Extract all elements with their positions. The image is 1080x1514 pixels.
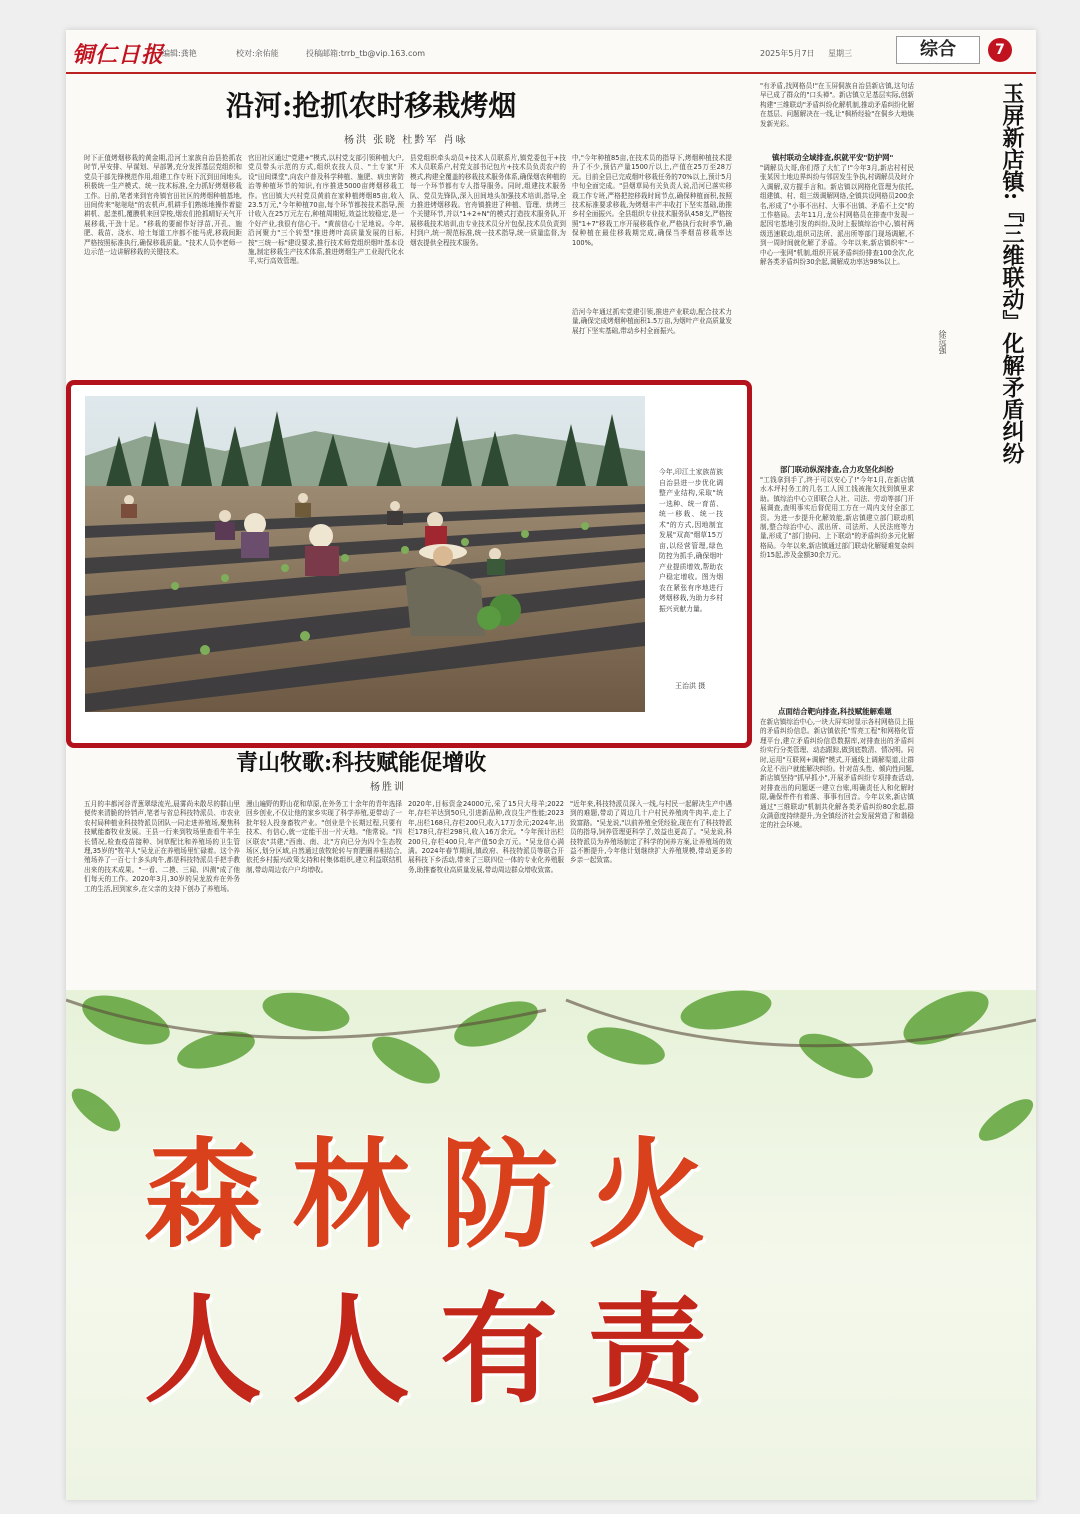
newspaper-page [66,30,1036,1500]
article1-column-3: 县党组织牵头动员+技术人员联系片,镇党委包干+技术人员联系户,村党支部书记包片+技术员负责农户的模式,构建全覆盖的移栽技术服务体系,确保烟农种植的每一个环节都有专人指导服务。同时,组建技术服务队、党员先锋队,深入田间地头加强技术培训,指导,全力推进烤烟移栽。官舟镇推进了种植、管理、烘烤三个关键环节,并以"1+2+N"的模式打造技术服务队,开展移栽技术培训,由专业技术员分片包保,技术员负责到村到户,统一规范标准,统一技术指导,统一质量监督,为烟农提供全程技术服务。 [410,154,566,247]
article1-headline: 沿河:抢抓农时移栽烤烟 [226,89,517,122]
article3-headline-vertical: 玉屏新店镇:『三维联动』化解矛盾纠纷 [999,82,1025,465]
article1-column-2: 官田社区通过"党建+"模式,以村党支部引领种植大户,党员带头示范的方式,组织农技人员、"土专家"开设"田间课堂",向农户普及科学种植、施肥、病虫害防治等种植环节的知识,有序推进5000亩烤烟移栽工作。官田镇大兴村党员黄前在家种植烤烟85亩,收入23.5万元,"今年种植70亩,每个环节都按技术指导,预计收入在25万元左右,种植周期短,效益比较稳定,是一个好产业,我很有信心干。"黄前信心十足地说。今年,沿河聚力"三个转型"推进烤叶高质量发展的目标,按"三统一标"建设要求,推行技术师党组织烟叶基本设施,制定移栽生产技术体系,推进烤烟生产工业现代化水平,实行高效管理。 [248,154,404,266]
article2-column-3: 2020年,目标资金24000元,采了15只大母羊;2022年,存栏羊达到50只,引进新品种,改良生产性能;2023年,出栏168只,存栏200只,收入17万余元;2024年,出栏178只,存栏298只,收入16万余元。"今年预计出栏200只,存栏400只,年产值50余万元。"吴龙信心满满。2024年春节期间,镇政府、科技特派员等联合开展科技下乡活动,带来了三联四位一体的专业化养殖服务,助推畜牧业高质量发展,带动周边群众增收致富。 [408,800,564,874]
article2-headline: 青山牧歌:科技赋能促增收 [236,750,487,776]
masthead [66,30,1036,74]
photo-credit: 王治洪 摄 [675,682,706,690]
article3-section-3: 在新店镇综治中心,一块大屏实时显示各村网格员上报的矛盾纠纷信息。新店镇依托"雪亮工程"和网格化管理平台,建立矛盾纠纷信息数据库,对排查出的矛盾纠纷实行分类管理、动态跟踪,做到底数清、情况明。同时,运用"互联网+调解"模式,开通线上调解渠道,让群众足不出户就能解决纠纷。针对苗头性、倾向性问题,新店镇坚持"抓早抓小",开展矛盾纠纷专项排查活动,对排查出的问题逐一建立台账,明确责任人和化解时限,确保件件有着落、事事有回音。今年以来,新店镇通过"三维联动"机制共化解各类矛盾纠纷80余起,群众满意度持续提升,为全镇经济社会发展营造了和谐稳定的社会环境。 [760,718,914,830]
article3-subhead-3: 点面结合靶向排查,科技赋能解难题 [778,707,892,716]
article1-column-1: 时下正值烤烟移栽的黄金期,沿河土家族自治县抢抓农时节,早安排、早谋划、早部署,充分发挥基层党组织和党员干部先锋模范作用,组建工作专班下沉到田间地头,积极统一生产模式、统一技术标准,全力抓好烤烟移栽工作。日前,笔者来到官舟镇官田社区的烤烟种植基地,田间传来"哒哒哒"的农机声,机耕手们熟练地操作着旋耕机、起垄机,覆膜机来回穿梭,烟农们抢抓晴好天气开展移栽,干劲十足。"移栽的要耐作好浮苗,开孔、施肥、栽苗、浇水、培土每道工序都不能马虎,移栽间距严格按照标准执行,确保移栽质量。"技术人员李老师一边示范一边讲解移栽的关键技术。 [84,154,242,257]
article3-subhead-1: 镇村联动全域排查,织就平安"防护网" [772,153,894,162]
section-label: 综合 [896,36,980,64]
page-number-badge: 7 [988,38,1012,62]
editor-credit: 编辑:龚艳 [162,49,197,58]
newspaper-logo: 铜仁日报 [72,42,165,68]
article2-column-2: 漫山遍野的野山花和草原,在外务工十余年的青年选择回乡创业,不仅让他的家乡实现了科学养殖,更带动了一批年轻人投身畜牧产业。"创业是个长期过程,只要有技术、有信心,就一定能干出一片天地。"他常说。"四区联农"共建,"西南、南、北"方向已分为四个生态牧场区,划分区域,自然通过放牧轮转与育肥圈养相结合,依托乡村振兴政策支持和村集体组织,建立利益联结机制,带动周边农户户均增收。 [246,800,402,874]
farm-transplant-photo [85,396,645,712]
photo-caption: 今年,印江土家族苗族自治县进一步优化调整产业结构,采取"统一选种、统一育苗、统一移栽、统一技术"的方式,因地制宜发展"双高"烟草15万亩,以经营管理,绿色防控为抓手,确保烟叶产业提质增效,帮助农户稳定增收。图为烟农在紧张有序地进行烤烟移栽,为助力乡村振兴贡献力量。 [659,468,723,613]
article3-author: 徐远强 [938,330,947,354]
psa-slogan-line-2: 人人有责 [144,1280,737,1419]
article1-column-4b: 沿河今年通过抓实党建引领,推进产业联动,配合技术力量,确保完成烤烟种植面积1.5万亩,为烟叶产业高质量发展打下坚实基础,带动乡村全面振兴。 [572,308,732,335]
article1-column-4: 中,"今年种植85亩,在技术员的指导下,烤烟种植技术提升了不少,预估产量1500斤以上,产值在25万至28万元。目前全县已完成烟叶移栽任务的70%以上,预计5月中旬全面完成。"县烟草局有关负责人说,沿河已落实移栽工作专班,严格把控移栽时间节点,确保种植面积,按照技术标准要求移栽,为烤烟丰产丰收打下坚实基础,助推乡村全面振兴。全县组织专业技术服务队458支,严格按照"1+7"移栽工序开展移栽作业,严格执行农时季节,确保种植在最佳移栽期完成,确保当季烟苗移栽率达100%。 [572,154,732,247]
article1-byline: 杨洪 张晓 杜黔军 肖咏 [344,135,468,146]
photo-feature-box [66,380,752,748]
proof-credit: 校对:余佑能 [236,49,279,58]
issue-weekday: 星期三 [828,49,852,58]
article2-column-1: 五月的丰都河谷青葱翠绿流光,晨雾尚未散尽的群山里便传来清脆的铃铛声,笔者与省总科技特派员、市农业农村局种植业科技特派员团队一同走进养殖场,聚焦科技赋能畜牧业发展。王县一行来到牧场里查看牛羊生长情况,检查疫苗接种、饲草配比和养殖场的卫生管理,35岁的"牧羊人"吴龙正在养殖场里忙碌着。这个养殖场养了一百七十多头肉牛,都是科技特派员手把手教出来的技术成果。"一看、二摸、三闻、四测"成了他们每天的工作。2020年3月,30岁的吴龙放弃在外务工的生活,回到家乡,在父亲的支持下创办了养殖场。 [84,800,240,893]
article3-section-2: "工钱拿到手了,终于可以安心了!"今年1月,在新店镇水木坪村务工的几名工人因工钱被拖欠找到镇里求助。镇综治中心立即联合人社、司法、劳动等部门开展调查,查明事实后督促用工方在一周内支付全部工资。为进一步提升化解效能,新店镇建立部门联动机制,整合综治中心、派出所、司法所、人民法庭等力量,形成了"部门协同、上下联动"的矛盾纠纷多元化解格局。今年以来,新店镇通过部门联动化解疑难复杂纠纷15起,涉及金额30余万元。 [760,476,914,560]
article3-subhead-2: 部门联动纵深排查,合力攻坚化纠纷 [780,465,894,474]
email-credit: 投稿邮箱:trrb_tb@vip.163.com [306,49,426,58]
farm-field-illustration [85,396,645,712]
psa-slogan-line-1: 森林防火 [144,1125,737,1264]
article3-intro: "有矛盾,找网格员!"在玉屏侗族自治县新店镇,这句话早已成了群众的"口头禅"。新店镇立足基层实际,创新构建"三维联动"矛盾纠纷化解机制,推动矛盾纠纷化解在基层、问题解决在一线,让"枫桥经验"在侗乡大地焕发新光彩。 [760,82,914,128]
issue-date: 2025年5月7日 [760,49,815,58]
forest-fire-prevention-banner [66,990,1036,1500]
article3-section-1: "调解员大哥,你们帮了大忙了!"今年3月,新店村村民张某因土地边界纠纷与邻居发生争执,村调解员及时介入调解,双方握手言和。新店镇以网格化管理为依托,组建镇、村、组三级调解网络,全镇共设网格员200余名,形成了"小事不出村、大事不出镇、矛盾不上交"的工作格局。去年11月,龙公村网格员在排查中发现一起因宅基地引发的纠纷,及时上报镇综治中心,镇村两级迅速联动,组织司法所、派出所等部门现场调解,不到一周时间就化解了矛盾。今年以来,新店镇织牢"一中心一张网"机制,组织开展矛盾纠纷排查100余次,化解各类矛盾纠纷30余起,调解成功率达98%以上。 [760,164,914,267]
article2-column-4: "近年来,科技特派员深入一线,与村民一起解决生产中遇到的难题,带动了周边几十户村民养殖肉牛肉羊,走上了致富路。"吴龙说,"以前养殖全凭经验,现在有了科技特派员的指导,饲养管理更科学了,效益也更高了。"吴龙说,科技特派员为养殖场制定了科学的饲养方案,让养殖场的效益不断提升,今年他计划继续扩大养殖规模,带动更多的乡亲一起致富。 [570,800,732,865]
article2-byline: 杨胜训 [370,782,406,793]
